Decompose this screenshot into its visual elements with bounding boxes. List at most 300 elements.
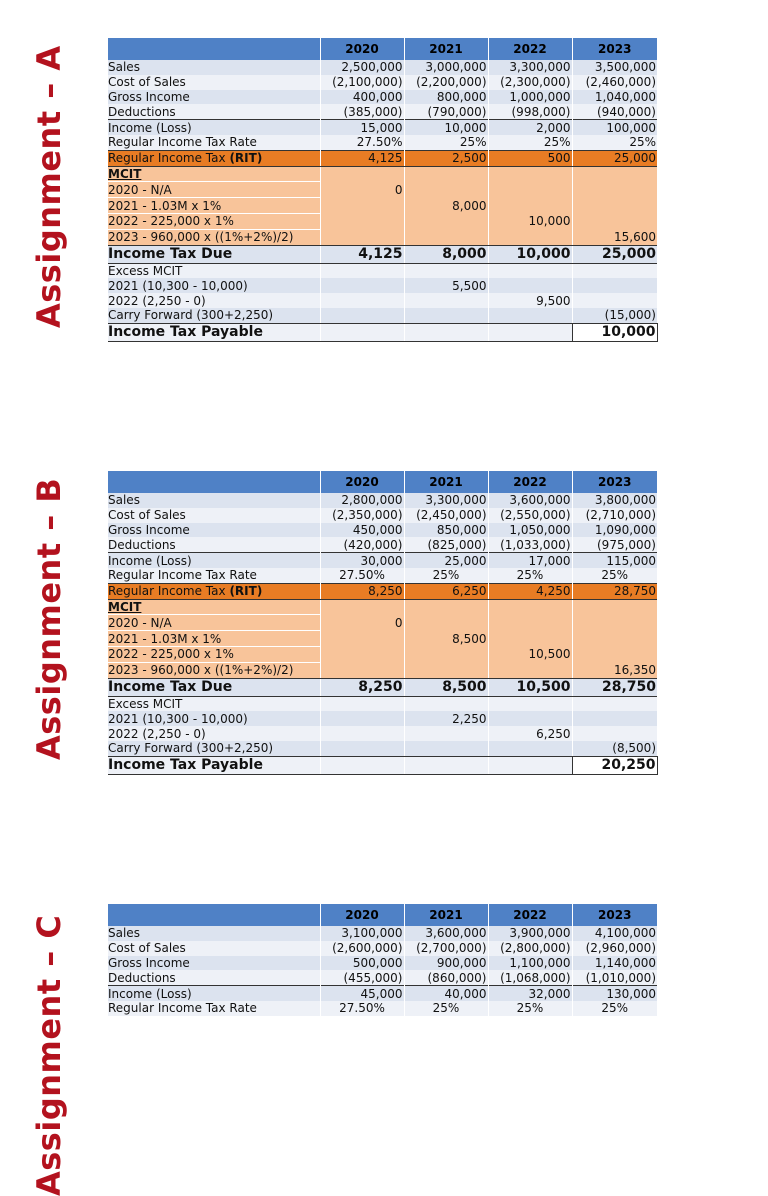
table-row — [108, 182, 657, 198]
value-cell: 10,500 — [488, 646, 572, 662]
table-row — [108, 135, 657, 150]
table-row — [108, 726, 657, 741]
row-label — [108, 150, 320, 166]
value-cell: 4,100,000 — [572, 926, 657, 941]
row-label — [108, 696, 320, 711]
row-label — [108, 245, 320, 263]
value-cell: 3,800,000 — [572, 493, 657, 508]
value-cell — [320, 198, 404, 214]
value-cell: 10,000 — [404, 120, 488, 135]
row-label-text: Cost of Sales — [108, 75, 186, 90]
value-cell: 25,000 — [572, 245, 657, 263]
row-label — [108, 293, 320, 308]
value-cell — [404, 741, 488, 756]
value-cell — [488, 696, 572, 711]
row-label — [108, 323, 320, 341]
value-cell: (2,600,000) — [320, 941, 404, 956]
row-label — [108, 568, 320, 583]
row-label-text: Regular Income Tax — [108, 151, 226, 166]
value-cell — [488, 631, 572, 647]
table-row — [108, 583, 657, 599]
year-header-2020: 2020 — [320, 904, 404, 926]
value-cell — [488, 756, 572, 774]
value-cell: 10,500 — [488, 678, 572, 696]
row-label — [108, 75, 320, 90]
row-label-text: 2022 - 225,000 x 1% — [108, 647, 234, 662]
row-label-text: 2020 - N/A — [108, 615, 172, 630]
value-cell: 25% — [404, 568, 488, 583]
value-cell: 6,250 — [488, 726, 572, 741]
row-label-text: Excess MCIT — [108, 263, 183, 278]
value-cell: 2,500 — [404, 150, 488, 166]
value-cell: 850,000 — [404, 523, 488, 538]
row-label — [108, 523, 320, 538]
row-label — [108, 1001, 320, 1016]
value-cell: 45,000 — [320, 986, 404, 1001]
table-row — [108, 926, 657, 941]
row-label-text: 2023 - 960,000 x ((1%+2%)/2) — [108, 230, 294, 245]
table-row — [108, 553, 657, 568]
row-label-text: Cost of Sales — [108, 508, 186, 523]
value-cell — [404, 293, 488, 308]
value-cell: (15,000) — [572, 308, 657, 323]
row-label — [108, 120, 320, 135]
value-cell — [404, 696, 488, 711]
header-blank-cell — [108, 904, 320, 926]
table-row — [108, 166, 657, 182]
year-header-2023: 2023 — [572, 904, 657, 926]
value-cell — [320, 599, 404, 615]
value-cell: (2,550,000) — [488, 508, 572, 523]
row-label-text: Deductions — [108, 537, 176, 552]
value-cell: 2,800,000 — [320, 493, 404, 508]
value-cell — [572, 278, 657, 293]
table-row — [108, 120, 657, 135]
value-cell: 2,000 — [488, 120, 572, 135]
table-row — [108, 568, 657, 583]
table-row — [108, 90, 657, 105]
value-cell — [488, 741, 572, 756]
table-row — [108, 278, 657, 293]
table-row — [108, 956, 657, 971]
row-label-text: 2022 (2,250 - 0) — [108, 726, 206, 741]
value-cell — [320, 293, 404, 308]
assignment-c-title: Assignment – C — [30, 914, 68, 1196]
row-label — [108, 90, 320, 105]
table-row — [108, 662, 657, 678]
row-label-text: Sales — [108, 60, 140, 75]
value-cell: (2,450,000) — [404, 508, 488, 523]
row-label-text: 2021 (10,300 - 10,000) — [108, 278, 248, 293]
value-cell — [488, 182, 572, 198]
value-cell: 100,000 — [572, 120, 657, 135]
row-label-text: Income Tax Due — [108, 245, 233, 262]
value-cell: 10,000 — [488, 245, 572, 263]
row-label-text: Carry Forward (300+2,250) — [108, 308, 274, 323]
table-row — [108, 1001, 657, 1016]
value-cell: 1,050,000 — [488, 523, 572, 538]
value-cell: 2,500,000 — [320, 60, 404, 75]
value-cell: (2,700,000) — [404, 941, 488, 956]
value-cell: (2,200,000) — [404, 75, 488, 90]
table-row — [108, 678, 657, 696]
value-cell: 16,350 — [572, 662, 657, 678]
value-cell: 4,250 — [488, 583, 572, 599]
value-cell: 800,000 — [404, 90, 488, 105]
row-label-text: Cost of Sales — [108, 941, 186, 956]
table-row — [108, 308, 657, 323]
year-header-2023: 2023 — [572, 38, 657, 60]
row-label — [108, 711, 320, 726]
row-label — [108, 970, 320, 985]
value-cell — [404, 323, 488, 341]
value-cell: 8,500 — [404, 631, 488, 647]
value-cell — [572, 711, 657, 726]
table-row — [108, 293, 657, 308]
value-cell — [572, 198, 657, 214]
table-row — [108, 986, 657, 1001]
value-cell — [320, 278, 404, 293]
table-row — [108, 198, 657, 214]
value-cell: 4,125 — [320, 245, 404, 263]
value-cell: 450,000 — [320, 523, 404, 538]
value-cell: 28,750 — [572, 583, 657, 599]
row-label-text: 2022 - 225,000 x 1% — [108, 214, 234, 229]
row-label-text: Gross Income — [108, 955, 190, 970]
value-cell: (420,000) — [320, 537, 404, 552]
value-cell: 5,500 — [404, 278, 488, 293]
row-label — [108, 678, 320, 696]
value-cell — [488, 615, 572, 631]
row-label — [108, 493, 320, 508]
value-cell: 1,000,000 — [488, 90, 572, 105]
value-cell: 8,250 — [320, 583, 404, 599]
assignment-a-table — [108, 38, 658, 342]
value-cell: 3,300,000 — [404, 493, 488, 508]
value-cell: (2,800,000) — [488, 941, 572, 956]
value-cell: (940,000) — [572, 104, 657, 119]
value-cell — [320, 662, 404, 678]
value-cell: 3,600,000 — [404, 926, 488, 941]
value-cell — [404, 166, 488, 182]
row-label — [108, 646, 320, 662]
value-cell: 27.50% — [320, 1001, 404, 1016]
table-row — [108, 711, 657, 726]
year-header-2021: 2021 — [404, 471, 488, 493]
row-label — [108, 583, 320, 599]
value-cell: 1,100,000 — [488, 956, 572, 971]
table-row — [108, 104, 657, 119]
value-cell — [320, 308, 404, 323]
row-label — [108, 741, 320, 756]
table-row — [108, 646, 657, 662]
value-cell: (1,068,000) — [488, 970, 572, 985]
value-cell: 400,000 — [320, 90, 404, 105]
table-row — [108, 756, 657, 774]
value-cell — [572, 646, 657, 662]
value-cell: (2,960,000) — [572, 941, 657, 956]
row-label-text: 2021 (10,300 - 10,000) — [108, 711, 248, 726]
value-cell: (2,710,000) — [572, 508, 657, 523]
year-header-2021: 2021 — [404, 38, 488, 60]
value-cell: 17,000 — [488, 553, 572, 568]
row-label — [108, 537, 320, 552]
row-label — [108, 166, 320, 182]
row-label — [108, 553, 320, 568]
row-label-text: Regular Income Tax Rate — [108, 135, 257, 150]
value-cell — [488, 599, 572, 615]
table-row — [108, 493, 657, 508]
header-blank-cell — [108, 471, 320, 493]
value-cell — [488, 263, 572, 278]
row-label — [108, 508, 320, 523]
table-row — [108, 323, 657, 341]
table-row — [108, 523, 657, 538]
value-cell: 3,300,000 — [488, 60, 572, 75]
row-label-suffix: (RIT) — [229, 151, 263, 166]
row-label — [108, 631, 320, 647]
row-label — [108, 135, 320, 150]
value-cell: 8,000 — [404, 245, 488, 263]
row-label-suffix: (RIT) — [229, 584, 263, 599]
value-cell: (860,000) — [404, 970, 488, 985]
value-cell — [404, 182, 488, 198]
table-row — [108, 599, 657, 615]
row-label-text: 2023 - 960,000 x ((1%+2%)/2) — [108, 663, 294, 678]
value-cell — [320, 696, 404, 711]
value-cell: 25% — [488, 1001, 572, 1016]
row-label — [108, 198, 320, 214]
assignment-a-title: Assignment – A — [30, 45, 68, 328]
value-cell — [404, 599, 488, 615]
value-cell — [320, 631, 404, 647]
table-row — [108, 941, 657, 956]
assignment-b-sheet — [108, 471, 657, 775]
row-label-text: MCIT — [108, 166, 142, 181]
value-cell: 3,600,000 — [488, 493, 572, 508]
table-row — [108, 741, 657, 756]
value-cell: (2,460,000) — [572, 75, 657, 90]
value-cell: (975,000) — [572, 537, 657, 552]
table-row — [108, 60, 657, 75]
table-row — [108, 615, 657, 631]
row-label-text: Regular Income Tax Rate — [108, 1001, 257, 1016]
table-row — [108, 537, 657, 552]
row-label — [108, 726, 320, 741]
table-row — [108, 263, 657, 278]
year-header-2021: 2021 — [404, 904, 488, 926]
value-cell — [320, 726, 404, 741]
value-cell: 10,000 — [572, 323, 657, 341]
value-cell: 3,000,000 — [404, 60, 488, 75]
value-cell — [572, 182, 657, 198]
value-cell — [320, 166, 404, 182]
value-cell: 6,250 — [404, 583, 488, 599]
value-cell: 30,000 — [320, 553, 404, 568]
value-cell: 4,125 — [320, 150, 404, 166]
value-cell: (2,350,000) — [320, 508, 404, 523]
value-cell: 25% — [572, 568, 657, 583]
value-cell — [488, 278, 572, 293]
value-cell: 3,500,000 — [572, 60, 657, 75]
header-blank-cell — [108, 38, 320, 60]
row-label-text: Deductions — [108, 104, 176, 119]
value-cell — [404, 263, 488, 278]
year-header-2022: 2022 — [488, 904, 572, 926]
value-cell — [488, 323, 572, 341]
value-cell — [572, 615, 657, 631]
value-cell: (2,300,000) — [488, 75, 572, 90]
table-row — [108, 150, 657, 166]
table-row — [108, 508, 657, 523]
value-cell — [488, 229, 572, 245]
value-cell — [320, 756, 404, 774]
assignment-b-title: Assignment – B — [30, 477, 68, 760]
header-row — [108, 471, 657, 493]
value-cell: 2,250 — [404, 711, 488, 726]
year-header-2023: 2023 — [572, 471, 657, 493]
row-label — [108, 229, 320, 245]
value-cell — [320, 213, 404, 229]
value-cell: 25% — [572, 135, 657, 150]
row-label-text: Regular Income Tax Rate — [108, 568, 257, 583]
value-cell — [488, 308, 572, 323]
value-cell: 3,100,000 — [320, 926, 404, 941]
assignment-a-sheet — [108, 38, 657, 342]
value-cell: 32,000 — [488, 986, 572, 1001]
value-cell: 9,500 — [488, 293, 572, 308]
row-label-text: Sales — [108, 493, 140, 508]
value-cell — [488, 662, 572, 678]
value-cell — [488, 198, 572, 214]
value-cell: (1,033,000) — [488, 537, 572, 552]
value-cell: 900,000 — [404, 956, 488, 971]
value-cell — [320, 711, 404, 726]
value-cell: 500 — [488, 150, 572, 166]
value-cell: 28,750 — [572, 678, 657, 696]
year-header-2020: 2020 — [320, 471, 404, 493]
year-header-2022: 2022 — [488, 471, 572, 493]
row-label-text: Regular Income Tax — [108, 584, 226, 599]
row-label-text: Income Tax Due — [108, 678, 233, 695]
value-cell: 20,250 — [572, 756, 657, 774]
row-label-text: Gross Income — [108, 89, 190, 104]
row-label-text: Income (Loss) — [108, 553, 192, 568]
value-cell — [572, 631, 657, 647]
table-row — [108, 213, 657, 229]
value-cell: 130,000 — [572, 986, 657, 1001]
row-label-text: 2021 - 1.03M x 1% — [108, 198, 222, 213]
row-label-text: Gross Income — [108, 522, 190, 537]
value-cell: 3,900,000 — [488, 926, 572, 941]
value-cell — [572, 726, 657, 741]
value-cell: 0 — [320, 615, 404, 631]
table-row — [108, 696, 657, 711]
value-cell: 1,140,000 — [572, 956, 657, 971]
row-label — [108, 926, 320, 941]
value-cell — [320, 263, 404, 278]
value-cell — [572, 696, 657, 711]
value-cell — [320, 323, 404, 341]
value-cell — [404, 756, 488, 774]
row-label-text: 2021 - 1.03M x 1% — [108, 631, 222, 646]
header-row — [108, 904, 657, 926]
value-cell: 25,000 — [572, 150, 657, 166]
row-label — [108, 986, 320, 1001]
value-cell: 1,040,000 — [572, 90, 657, 105]
value-cell: 40,000 — [404, 986, 488, 1001]
value-cell: (790,000) — [404, 104, 488, 119]
value-cell — [320, 229, 404, 245]
value-cell — [404, 726, 488, 741]
header-row — [108, 38, 657, 60]
row-label — [108, 662, 320, 678]
value-cell — [572, 166, 657, 182]
row-label — [108, 213, 320, 229]
row-label-text: 2020 - N/A — [108, 182, 172, 197]
value-cell — [320, 741, 404, 756]
table-row — [108, 245, 657, 263]
value-cell — [572, 263, 657, 278]
value-cell: 25,000 — [404, 553, 488, 568]
row-label-text: Carry Forward (300+2,250) — [108, 741, 274, 756]
value-cell: (825,000) — [404, 537, 488, 552]
value-cell — [404, 213, 488, 229]
value-cell: 115,000 — [572, 553, 657, 568]
row-label-text: 2022 (2,250 - 0) — [108, 293, 206, 308]
value-cell: (455,000) — [320, 970, 404, 985]
table-row — [108, 75, 657, 90]
table-row — [108, 631, 657, 647]
row-label — [108, 615, 320, 631]
value-cell — [404, 308, 488, 323]
row-label-text: MCIT — [108, 599, 142, 614]
value-cell — [404, 646, 488, 662]
value-cell: (8,500) — [572, 741, 657, 756]
row-label — [108, 756, 320, 774]
value-cell: 27.50% — [320, 568, 404, 583]
row-label-text: Income (Loss) — [108, 120, 192, 135]
value-cell: 25% — [404, 1001, 488, 1016]
row-label-text: Deductions — [108, 970, 176, 985]
row-label-text: Income (Loss) — [108, 986, 192, 1001]
value-cell — [404, 615, 488, 631]
row-label — [108, 182, 320, 198]
value-cell: (385,000) — [320, 104, 404, 119]
value-cell — [488, 166, 572, 182]
value-cell: 0 — [320, 182, 404, 198]
value-cell: 8,000 — [404, 198, 488, 214]
value-cell: 8,500 — [404, 678, 488, 696]
year-header-2020: 2020 — [320, 38, 404, 60]
value-cell: 27.50% — [320, 135, 404, 150]
table-row — [108, 970, 657, 985]
year-header-2022: 2022 — [488, 38, 572, 60]
value-cell — [404, 662, 488, 678]
value-cell: 25% — [488, 135, 572, 150]
value-cell — [404, 229, 488, 245]
value-cell: 10,000 — [488, 213, 572, 229]
row-label — [108, 941, 320, 956]
assignment-c-sheet — [108, 904, 657, 1016]
row-label-text: Income Tax Payable — [108, 323, 263, 340]
value-cell: 25% — [488, 568, 572, 583]
row-label — [108, 278, 320, 293]
row-label — [108, 956, 320, 971]
value-cell: 8,250 — [320, 678, 404, 696]
row-label-text: Excess MCIT — [108, 696, 183, 711]
value-cell: (1,010,000) — [572, 970, 657, 985]
